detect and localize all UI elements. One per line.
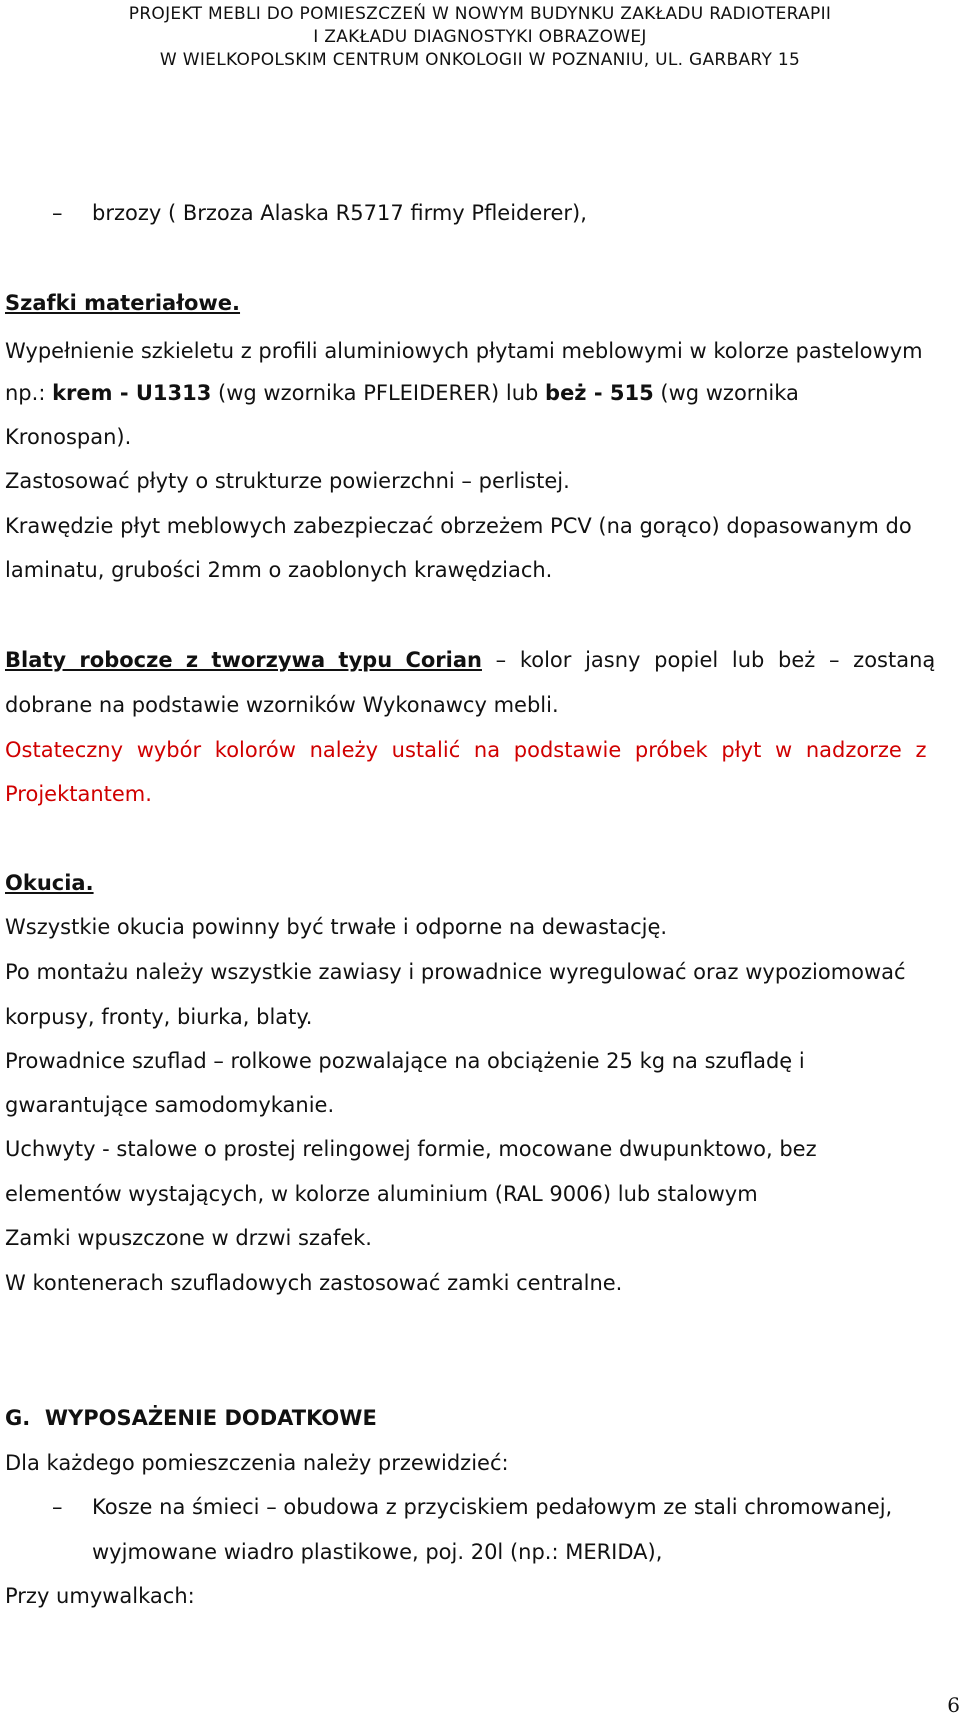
okucia-line-7: elementów wystających, w kolorze aluminium (RAL 9006) lub stalowym: [5, 1182, 758, 1206]
okucia-line-3: korpusy, fronty, biurka, blaty.: [5, 1005, 313, 1029]
okucia-line-5: gwarantujące samodomykanie.: [5, 1093, 335, 1117]
section-g-last-line: Przy umywalkach:: [5, 1584, 195, 1608]
bullet-dash: –: [52, 201, 63, 225]
blaty-heading: Blaty robocze z tworzywa typu Corian: [5, 648, 482, 672]
okucia-line-4: Prowadnice szuflad – rolkowe pozwalające na obciążenie 25 kg na szufladę i: [5, 1049, 805, 1073]
szafki-line-2: [5, 380, 799, 406]
blaty-red-line-2: Projektantem.: [5, 782, 152, 806]
header-line-3: W WIELKOPOLSKIM CENTRUM ONKOLOGII W POZNANIU, UL. GARBARY 15: [159, 50, 801, 70]
bullet-dash-2: –: [52, 1495, 63, 1519]
szafki-np: np.:: [5, 381, 53, 405]
blaty-line-1-rest: – kolor jasny popiel lub beż – zostaną: [481, 648, 936, 672]
okucia-line-6: Uchwyty - stalowe o prostej relingowej formie, mocowane dwupunktowo, bez: [5, 1137, 817, 1161]
section-g-heading: G. WYPOSAŻENIE DODATKOWE: [5, 1406, 377, 1430]
okucia-line-8: Zamki wpuszczone w drzwi szafek.: [5, 1226, 372, 1250]
szafki-bez: beż - 515: [545, 381, 654, 405]
header-line-2: I ZAKŁADU DIAGNOSTYKI OBRAZOWEJ: [313, 27, 647, 47]
szafki-line-1: Wypełnienie szkieletu z profili aluminiowych płytami meblowymi w kolorze pastelowym: [5, 339, 923, 363]
okucia-heading: Okucia.: [5, 871, 94, 895]
szafki-krem: krem - U1313: [52, 381, 212, 405]
section-g-bullet-line-2: wyjmowane wiadro plastikowe, poj. 20l (np.: MERIDA),: [92, 1540, 663, 1564]
section-g-intro: Dla każdego pomieszczenia należy przewidzieć:: [5, 1451, 509, 1475]
okucia-line-2: Po montażu należy wszystkie zawiasy i prowadnice wyregulować oraz wypoziomować: [5, 960, 906, 984]
blaty-line-1: [5, 647, 960, 673]
header-line-1: PROJEKT MEBLI DO POMIESZCZEŃ W NOWYM BUDYNKU ZAKŁADU RADIOTERAPII: [128, 4, 832, 24]
szafki-line-5: Krawędzie płyt meblowych zabezpieczać obrzeżem PCV (na gorąco) dopasowanym do: [5, 514, 912, 538]
section-g-bullet-line-1: Kosze na śmieci – obudowa z przyciskiem pedałowym ze stali chromowanej,: [92, 1495, 893, 1519]
szafki-line-6: laminatu, grubości 2mm o zaoblonych krawędziach.: [5, 558, 553, 582]
blaty-line-2: dobrane na podstawie wzorników Wykonawcy mebli.: [5, 693, 559, 717]
okucia-line-9: W kontenerach szufladowych zastosować zamki centralne.: [5, 1271, 623, 1295]
szafki-heading: Szafki materiałowe.: [5, 291, 241, 315]
szafki-wzornik-2: (wg wzornika: [653, 381, 799, 405]
szafki-line-3: Kronospan).: [5, 425, 132, 449]
okucia-line-1: Wszystkie okucia powinny być trwałe i odporne na dewastację.: [5, 915, 668, 939]
brzoza-bullet-text: brzozy ( Brzoza Alaska R5717 firmy Pfleiderer),: [92, 201, 587, 225]
szafki-line-4: Zastosować płyty o strukturze powierzchni – perlistej.: [5, 469, 570, 493]
blaty-red-line-1: Ostateczny wybór kolorów należy ustalić na podstawie próbek płyt w nadzorze z: [5, 738, 927, 762]
page-number: 6: [947, 1693, 960, 1717]
szafki-wzornik-1: (wg wzornika PFLEIDERER) lub: [211, 381, 546, 405]
